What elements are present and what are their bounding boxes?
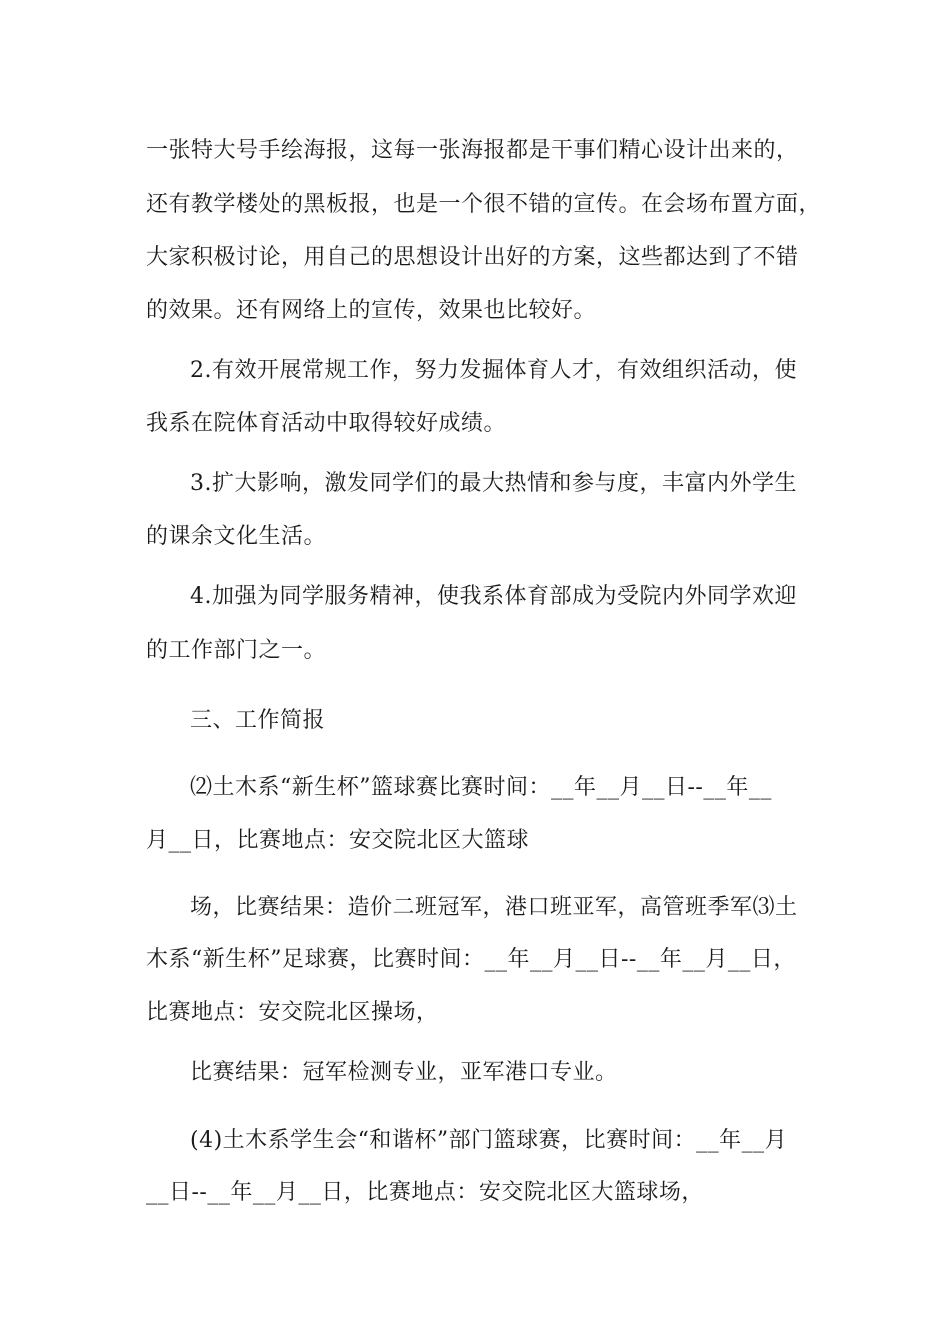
paragraph-line: 比赛结果：冠军检测专业，亚军港口专业。 [190,1060,618,1085]
paragraph-line: 一张特大号手绘海报，这每一张海报都是干事们精心设计出来的， [146,138,799,163]
paragraph-line: 大家积极讨论，用自己的思想设计出好的方案，这些都达到了不错 [146,245,799,270]
paragraph-line: 2.有效开展常规工作，努力发掘体育人才，有效组织活动，使 [190,358,797,383]
paragraph-line: 我系在院体育活动中取得较好成绩。 [146,411,507,436]
paragraph-line: 还有教学楼处的黑板报，也是一个很不错的宣传。在会场布置方面， [146,192,822,217]
paragraph-line: ⑵土木系“新生杯”篮球赛比赛时间：__年__月__日--__年__ [190,775,772,800]
paragraph-line: 比赛地点：安交院北区操场， [146,1000,439,1025]
paragraph-line: 的课余文化生活。 [146,524,327,549]
paragraph-line: 4.加强为同学服务精神，使我系体育部成为受院内外同学欢迎 [190,584,797,609]
paragraph-line: 的工作部门之一。 [146,638,327,663]
paragraph-line: 3.扩大影响，激发同学们的最大热情和参与度，丰富内外学生 [190,471,797,496]
paragraph-line: 木系“新生杯”足球赛，比赛时间：__年__月__日--__年__月__日， [146,947,796,972]
paragraph-line: 场，比赛结果：造价二班冠军，港口班亚军，高管班季军⑶土 [190,895,798,920]
paragraph-line: __日--__年__月__日，比赛地点：安交院北区大篮球场， [146,1180,704,1205]
section-heading: 三、工作简报 [190,708,326,733]
paragraph-line: 月__日，比赛地点：安交院北区大篮球 [146,828,530,853]
paragraph-line: (4)土木系学生会“和谐杯”部门篮球赛，比赛时间：__年__月 [190,1128,788,1153]
paragraph-line: 的效果。还有网络上的宣传，效果也比较好。 [146,298,597,323]
